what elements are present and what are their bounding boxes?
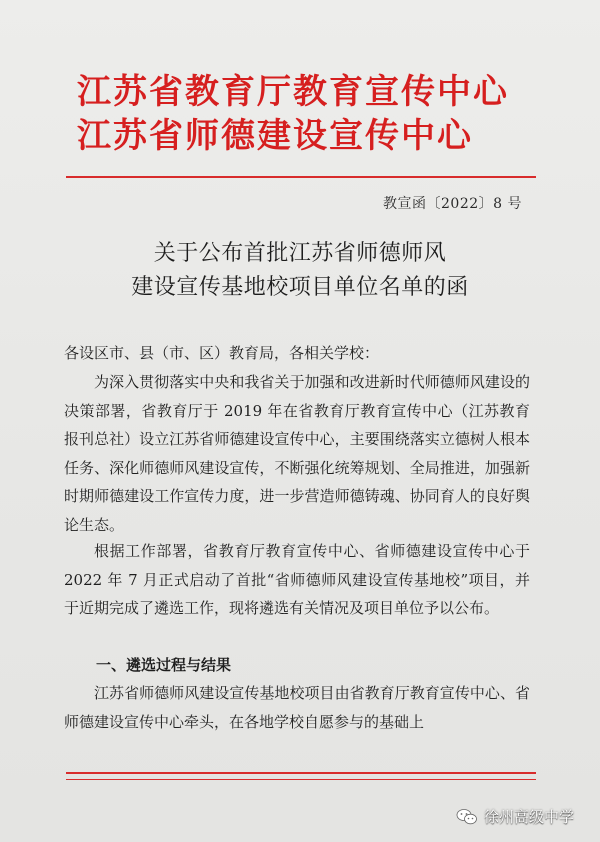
footer-red-rule [66, 772, 536, 774]
footer-red-rule-thin [66, 779, 536, 780]
paragraph-3: 江苏省师德师风建设宣传基地校项目由省教育厅教育宣传中心、省师德建设宣传中心牵头，在各地学校自愿参与的基础上 [64, 684, 530, 731]
paragraph-1: 为深入贯彻落实中央和我省关于加强和改进新时代师德师风建设的决策部署，省教育厅于 2019 年在省教育厅教育宣传中心（江苏教育报刊总社）设立江苏省师德建设宣传中心，主要围绕落实立德树人根本任务、深化师德师风建设宣传，不断强化统筹规划、全局推进，加强新时期师德建设工作宣传力度，进一步营造师德铸魂、协同育人的良好舆论生态。 [64, 373, 530, 534]
issuer-name-line-2: 江苏省师德建设宣传中心 [77, 116, 473, 156]
section-heading: 一、遴选过程与结果 [96, 656, 232, 674]
watermark [456, 806, 574, 827]
issuer-name-line-1: 江苏省教育厅教育宣传中心 [77, 72, 509, 112]
header-red-rule [66, 176, 536, 178]
wechat-icon [456, 808, 478, 826]
document-number: 教宣函〔2022〕8 号 [383, 196, 522, 212]
salutation: 各设区市、县（市、区）教育局，各相关学校： [64, 344, 380, 362]
watermark-text: 徐州高级中学 [483, 808, 574, 826]
document-title-line-1: 关于公布首批江苏省师德师风 [153, 241, 447, 266]
paragraph-2: 根据工作部署，省教育厅教育宣传中心、省师德建设宣传中心于 2022 年 7 月正式启动了首批“省师德师风建设宣传基地校”项目，并于近期完成了遴选工作，现将遴选有关情况及项目单位予以公布。 [64, 542, 530, 617]
document-title-line-2: 建设宣传基地校项目单位名单的函 [131, 275, 469, 300]
